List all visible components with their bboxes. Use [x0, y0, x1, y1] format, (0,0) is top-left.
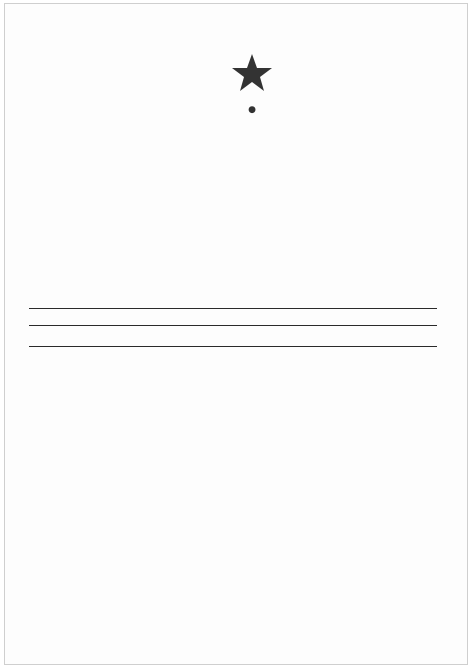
results-heading — [29, 308, 437, 326]
report-sheet — [4, 3, 468, 665]
svg-text:●: ● — [248, 105, 256, 115]
results-divider — [29, 346, 437, 347]
